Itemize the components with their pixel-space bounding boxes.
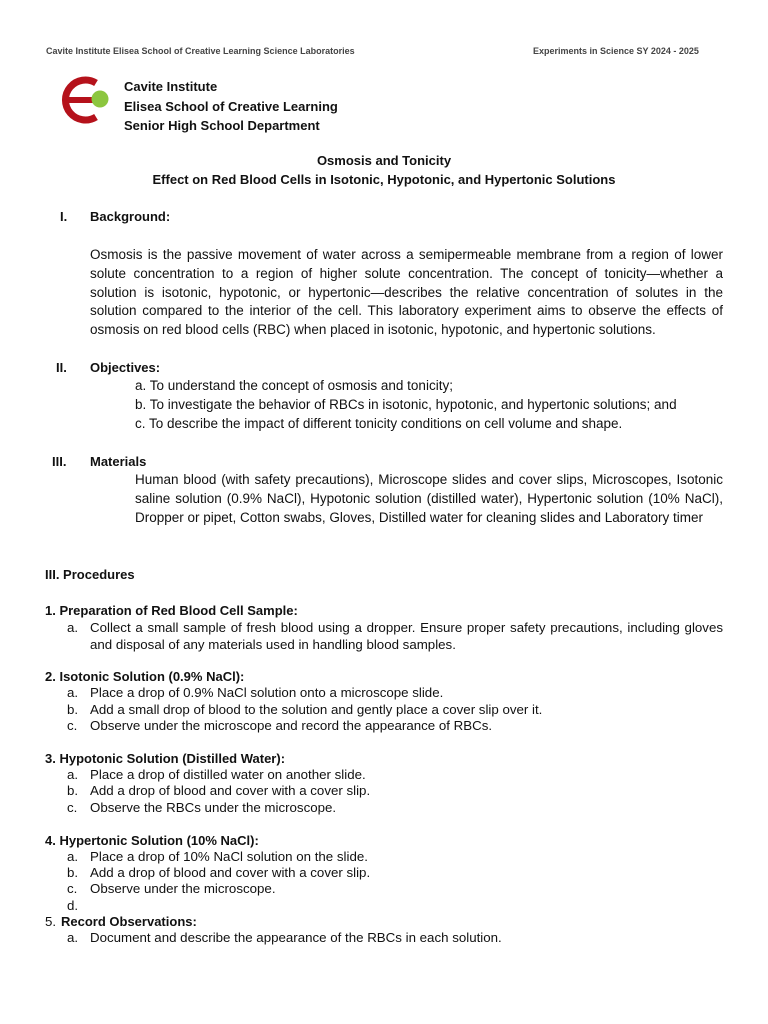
page-header-left: Cavite Institute Elisea School of Creative Learning Science Laboratories bbox=[46, 46, 355, 56]
step-4-item: Place a drop of 10% NaCl solution on the slide. bbox=[90, 849, 368, 864]
step-5-item-a: Document and describe the appearance of the RBCs in each solution. bbox=[90, 930, 502, 945]
step-3-item: Place a drop of distilled water on another slide. bbox=[90, 767, 366, 782]
step-2-item: Place a drop of 0.9% NaCl solution onto a microscope slide. bbox=[90, 685, 444, 700]
list-marker: c. bbox=[67, 718, 78, 733]
step-2-item: Observe under the microscope and record the appearance of RBCs. bbox=[90, 718, 493, 733]
list-marker: b. bbox=[67, 783, 79, 798]
school-name-line1: Cavite Institute bbox=[124, 79, 218, 94]
list-marker: b. bbox=[67, 865, 79, 880]
objective-item: b. To investigate the behavior of RBCs in isotonic, hypotonic, and hypertonic solutions; and bbox=[135, 397, 677, 412]
procedures-heading: III. Procedures bbox=[45, 567, 135, 582]
department-name: Senior High School Department bbox=[124, 118, 320, 133]
step-4-title: 4. Hypertonic Solution (10% NaCl): bbox=[45, 833, 259, 848]
list-marker: d. bbox=[67, 898, 79, 913]
step-5-number: 5. bbox=[45, 914, 57, 929]
step-2-item: Add a small drop of blood to the solution and gently place a cover slip over it. bbox=[90, 702, 543, 717]
step-4-item: Observe under the microscope. bbox=[90, 881, 276, 896]
materials-heading: Materials bbox=[90, 454, 147, 469]
document-subtitle: Effect on Red Blood Cells in Isotonic, Hypotonic, and Hypertonic Solutions bbox=[152, 172, 616, 187]
materials-number: III. bbox=[52, 454, 67, 469]
step-3-item: Observe the RBCs under the microscope. bbox=[90, 800, 337, 815]
list-marker: a. bbox=[67, 685, 79, 700]
list-marker: c. bbox=[67, 881, 78, 896]
step-3-item: Add a drop of blood and cover with a cover slip. bbox=[90, 783, 371, 798]
page-header-right: Experiments in Science SY 2024 - 2025 bbox=[533, 46, 699, 56]
objectives-heading: Objectives: bbox=[90, 360, 161, 375]
step-1-item-a: Collect a small sample of fresh blood using a dropper. Ensure proper safety precautions, including gloves and disposal of any materials used in handling blood samples. bbox=[90, 620, 723, 652]
school-name-block bbox=[124, 77, 338, 136]
step-3-title: 3. Hypotonic Solution (Distilled Water): bbox=[45, 751, 286, 766]
background-heading: Background: bbox=[90, 209, 171, 224]
step-4-item: Add a drop of blood and cover with a cover slip. bbox=[90, 865, 371, 880]
step-1-title: 1. Preparation of Red Blood Cell Sample: bbox=[45, 603, 298, 618]
school-name-line2: Elisea School of Creative Learning bbox=[124, 98, 338, 114]
background-number: I. bbox=[60, 209, 68, 224]
list-marker: a. bbox=[67, 849, 79, 864]
document-title: Osmosis and Tonicity bbox=[316, 153, 452, 168]
objectives-number: II. bbox=[56, 360, 67, 375]
list-marker: a. bbox=[67, 930, 79, 945]
objective-item: c. To describe the impact of different tonicity conditions on cell volume and shape. bbox=[135, 416, 623, 431]
list-marker: c. bbox=[67, 800, 78, 815]
step-5-title: Record Observations: bbox=[61, 914, 197, 929]
objective-item: a. To understand the concept of osmosis and tonicity; bbox=[135, 378, 453, 393]
list-marker: a. bbox=[67, 620, 79, 635]
step-2-title: 2. Isotonic Solution (0.9% NaCl): bbox=[45, 669, 245, 684]
list-marker: a. bbox=[67, 767, 79, 782]
materials-text: Human blood (with safety precautions), Microscope slides and cover slips, Microscopes, Isotonic saline solution (0.9% NaCl), Hypotonic solution (distilled water), Hypertonic solution (10% NaCl), Dropper or pipet, Cotton swabs, Gloves, Distilled water for cleaning slides and Laboratory timer bbox=[135, 472, 723, 525]
school-logo bbox=[58, 74, 114, 126]
background-text: Osmosis is the passive movement of water across a semipermeable membrane from a region of lower solute concentration to a region of higher solute concentration. The concept of tonicity—whether a solution is isotonic, hypotonic, or hypertonic—describes the relative concentration of solutes in the solution compared to the interior of the cell. This laboratory experiment aims to observe the effects of osmosis on red blood cells (RBC) when placed in isotonic, hypotonic, and hypertonic solutions. bbox=[90, 247, 723, 338]
list-marker: b. bbox=[67, 702, 79, 717]
